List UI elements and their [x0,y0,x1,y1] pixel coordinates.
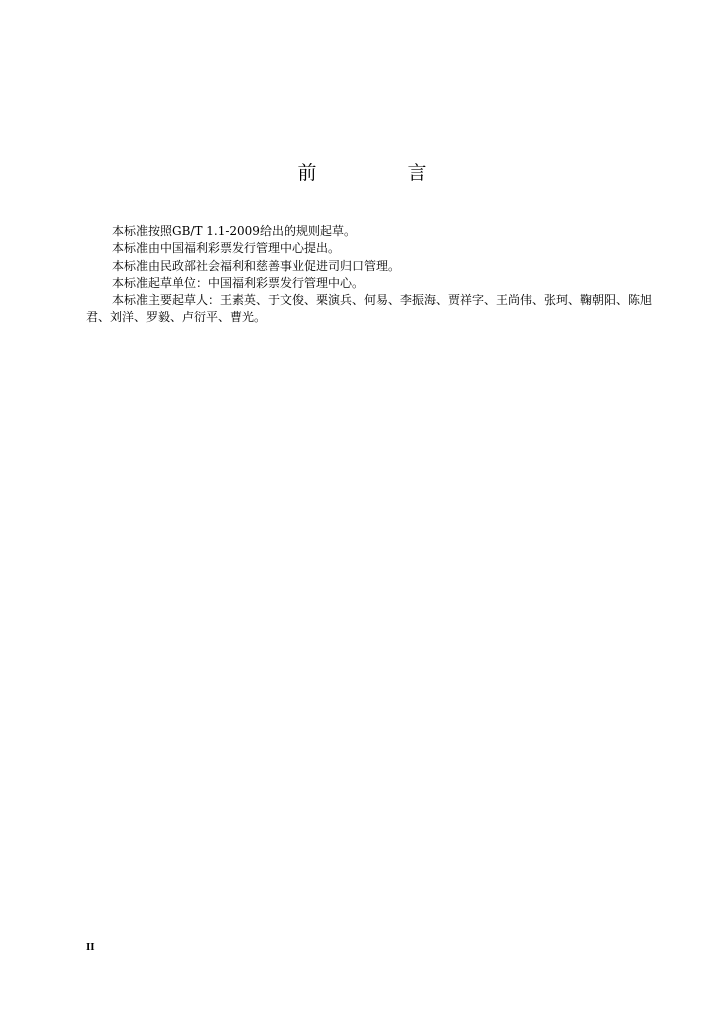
paragraph-proposer: 本标准由中国福利彩票发行管理中心提出。 [112,241,341,256]
paragraph-drafting-rules: 本标准按照GB/T 1.1-2009给出的规则起草。 [112,224,356,238]
paragraph-drafting-unit: 本标准起草单位：中国福利彩票发行管理中心。 [112,275,365,290]
page-title: 前 言 [297,162,463,184]
paragraph-administrator: 本标准由民政部社会福利和慈善事业促进司归口管理。 [112,258,401,273]
foreword-body [86,223,668,327]
paragraph-drafters: 本标准主要起草人：王素英、于文俊、栗演兵、何易、李振海、贾祥字、王尚伟、张珂、鞠朝阳、陈旭君、刘洋、罗毅、卢衍平、曹光。 [86,293,653,325]
page-number: II [86,941,95,953]
